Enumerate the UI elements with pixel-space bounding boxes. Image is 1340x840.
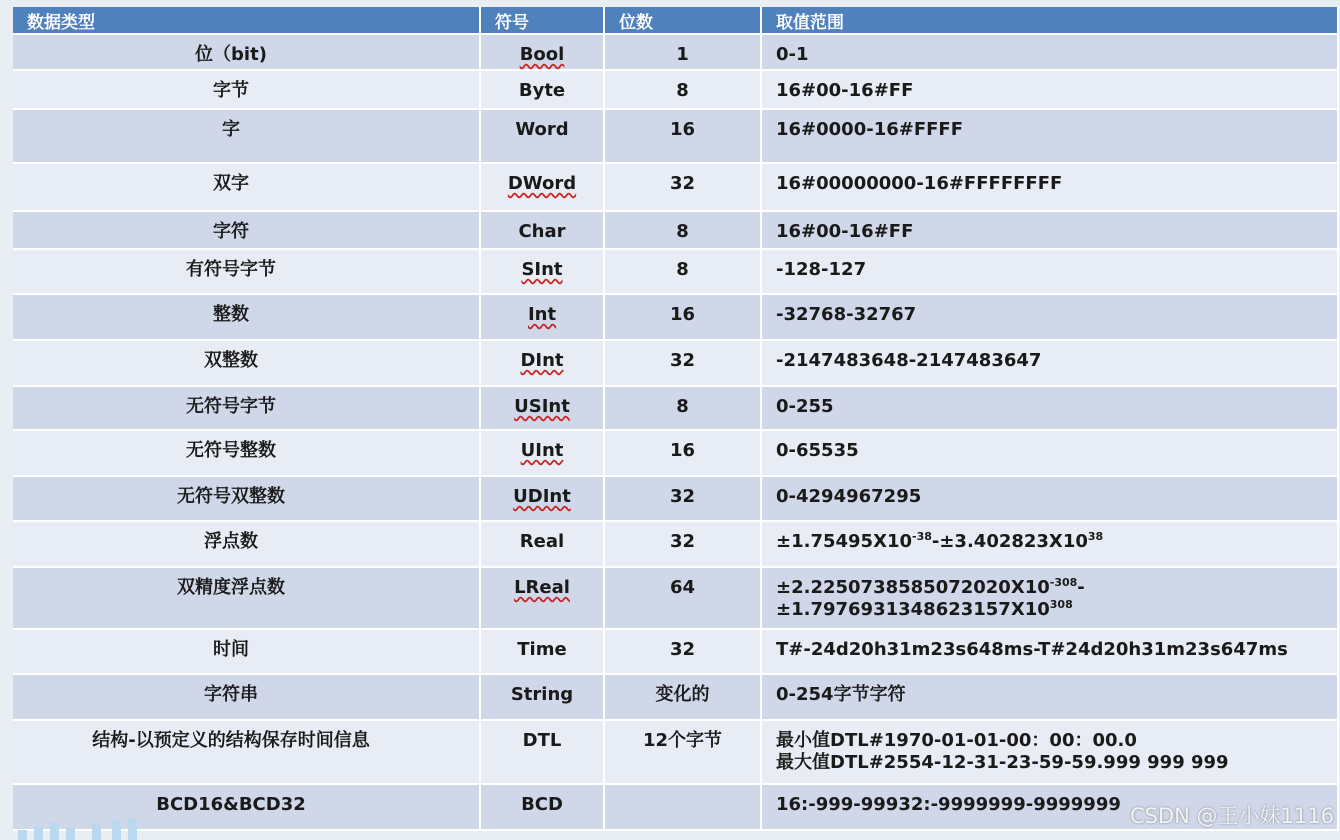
- range-cell: [761, 567, 1338, 629]
- symbol-cell: [480, 70, 604, 109]
- data-type-cell: 整数: [13, 294, 480, 340]
- table-row: [13, 521, 1338, 567]
- range-text: ±1.75495X10: [776, 531, 912, 552]
- symbol-text: DWord: [507, 173, 577, 194]
- range-cell: [761, 294, 1338, 340]
- data-type-cell: BCD16&BCD32: [13, 784, 480, 830]
- symbol-cell: [480, 294, 604, 340]
- range-cell: [761, 109, 1338, 163]
- range-cell: [761, 720, 1338, 784]
- symbol-cell: [480, 720, 604, 784]
- bits-cell: 16: [604, 430, 761, 476]
- symbol-cell: [480, 163, 604, 211]
- range-text: -: [1077, 577, 1085, 598]
- range-text: 0-1: [776, 44, 809, 65]
- range-cell: [761, 386, 1338, 430]
- bits-cell: 1: [604, 34, 761, 70]
- symbol-cell: [480, 476, 604, 521]
- bits-cell: 32: [604, 629, 761, 674]
- range-text: -32768-32767: [776, 304, 917, 325]
- bits-cell: [604, 784, 761, 830]
- decorative-bars: [0, 818, 150, 840]
- symbol-cell: [480, 386, 604, 430]
- data-types-table-container: [13, 7, 1338, 831]
- table-row: [13, 476, 1338, 521]
- symbol-text: Char: [518, 221, 566, 242]
- range-text: ±2.2250738585072020X10: [776, 577, 1050, 598]
- range-cell: [761, 521, 1338, 567]
- symbol-text: Byte: [518, 80, 566, 101]
- data-type-cell: 字: [13, 109, 480, 163]
- symbol-cell: [480, 430, 604, 476]
- symbol-text: Real: [519, 531, 565, 552]
- symbol-cell: [480, 109, 604, 163]
- range-text: 16:-999-99932:-9999999-9999999: [776, 794, 1121, 815]
- range-cell: [761, 70, 1338, 109]
- data-type-cell: 无符号字节: [13, 386, 480, 430]
- range-cell: [761, 430, 1338, 476]
- table-row: [13, 386, 1338, 430]
- range-text: ±1.7976931348623157X10: [776, 599, 1050, 620]
- exponent: -308: [1049, 576, 1078, 589]
- table-row: [13, 163, 1338, 211]
- table-row: [13, 211, 1338, 249]
- table-row: [13, 34, 1338, 70]
- range-text: 16#00000000-16#FFFFFFFF: [776, 173, 1063, 194]
- range-text: 最小值DTL#1970-01-01-00：00：00.0: [776, 730, 1137, 751]
- header-bits: 位数: [604, 7, 761, 34]
- table-row: [13, 720, 1338, 784]
- symbol-text: Time: [517, 639, 567, 660]
- header-symbol: 符号: [480, 7, 604, 34]
- data-type-cell: 字符串: [13, 674, 480, 720]
- symbol-text: Bool: [519, 44, 565, 65]
- range-text: 0-255: [776, 396, 834, 417]
- symbol-cell: [480, 340, 604, 386]
- range-text: T#-24d20h31m23s648ms-T#24d20h31m23s647ms: [776, 639, 1288, 660]
- table-row: [13, 629, 1338, 674]
- range-cell: [761, 34, 1338, 70]
- range-text: -±3.402823X10: [931, 531, 1088, 552]
- table-row: [13, 340, 1338, 386]
- symbol-cell: [480, 211, 604, 249]
- range-cell: [761, 249, 1338, 294]
- bits-cell: 8: [604, 70, 761, 109]
- symbol-text: UDInt: [513, 486, 571, 507]
- data-type-cell: 无符号整数: [13, 430, 480, 476]
- range-cell: [761, 340, 1338, 386]
- symbol-cell: [480, 629, 604, 674]
- table-row: [13, 70, 1338, 109]
- bits-cell: 16: [604, 109, 761, 163]
- data-types-table: [13, 7, 1339, 831]
- range-cell: [761, 629, 1338, 674]
- range-cell: [761, 211, 1338, 249]
- range-text: 0-65535: [776, 440, 859, 461]
- header-range: 取值范围: [761, 7, 1338, 34]
- data-type-cell: 双精度浮点数: [13, 567, 480, 629]
- range-text: 0-254字节字符: [776, 684, 906, 705]
- range-cell: [761, 163, 1338, 211]
- range-text: 0-4294967295: [776, 486, 922, 507]
- bits-cell: 12个字节: [604, 720, 761, 784]
- range-text: 16#00-16#FF: [776, 221, 914, 242]
- table-row: [13, 674, 1338, 720]
- bits-cell: 8: [604, 211, 761, 249]
- data-type-cell: 双字: [13, 163, 480, 211]
- csdn-watermark: CSDN @王小妹1116: [1130, 804, 1334, 828]
- bits-cell: 变化的: [604, 674, 761, 720]
- table-header-row: [13, 7, 1338, 34]
- data-type-cell: 时间: [13, 629, 480, 674]
- bits-cell: 32: [604, 521, 761, 567]
- range-cell: [761, 476, 1338, 521]
- range-cell: [761, 674, 1338, 720]
- symbol-cell: [480, 34, 604, 70]
- symbol-text: String: [510, 684, 574, 705]
- data-type-cell: 字符: [13, 211, 480, 249]
- symbol-text: USInt: [514, 396, 570, 417]
- symbol-cell: [480, 249, 604, 294]
- data-type-cell: 双整数: [13, 340, 480, 386]
- bits-cell: 8: [604, 386, 761, 430]
- range-text: -2147483648-2147483647: [776, 350, 1042, 371]
- bits-cell: 32: [604, 163, 761, 211]
- exponent: -38: [912, 530, 932, 543]
- table-row: [13, 249, 1338, 294]
- table-row: [13, 294, 1338, 340]
- data-type-cell: 浮点数: [13, 521, 480, 567]
- data-type-cell: 无符号双整数: [13, 476, 480, 521]
- header-data-type: 数据类型: [13, 7, 480, 34]
- symbol-cell: [480, 567, 604, 629]
- symbol-text: Word: [515, 119, 569, 140]
- symbol-text: DTL: [522, 730, 562, 751]
- bits-cell: 8: [604, 249, 761, 294]
- bits-cell: 32: [604, 340, 761, 386]
- symbol-text: SInt: [521, 259, 563, 280]
- symbol-text: LReal: [514, 577, 570, 598]
- symbol-cell: [480, 521, 604, 567]
- range-text: 最大值DTL#2554-12-31-23-59-59.999 999 999: [776, 752, 1229, 773]
- range-text: 16#00-16#FF: [776, 80, 914, 101]
- table-row: [13, 567, 1338, 629]
- exponent: 308: [1049, 598, 1073, 611]
- bits-cell: 64: [604, 567, 761, 629]
- data-type-cell: 位（bit): [13, 34, 480, 70]
- bits-cell: 16: [604, 294, 761, 340]
- symbol-cell: [480, 784, 604, 830]
- symbol-text: BCD: [521, 794, 563, 815]
- table-row: [13, 109, 1338, 163]
- bits-cell: 32: [604, 476, 761, 521]
- table-row: [13, 430, 1338, 476]
- data-type-cell: 有符号字节: [13, 249, 480, 294]
- exponent: 38: [1087, 530, 1104, 543]
- data-type-cell: 字节: [13, 70, 480, 109]
- symbol-text: DInt: [520, 350, 564, 371]
- symbol-text: Int: [527, 304, 557, 325]
- symbol-text: UInt: [520, 440, 564, 461]
- data-type-cell: 结构-以预定义的结构保存时间信息: [13, 720, 480, 784]
- symbol-cell: [480, 674, 604, 720]
- range-text: 16#0000-16#FFFF: [776, 119, 964, 140]
- range-text: -128-127: [776, 259, 867, 280]
